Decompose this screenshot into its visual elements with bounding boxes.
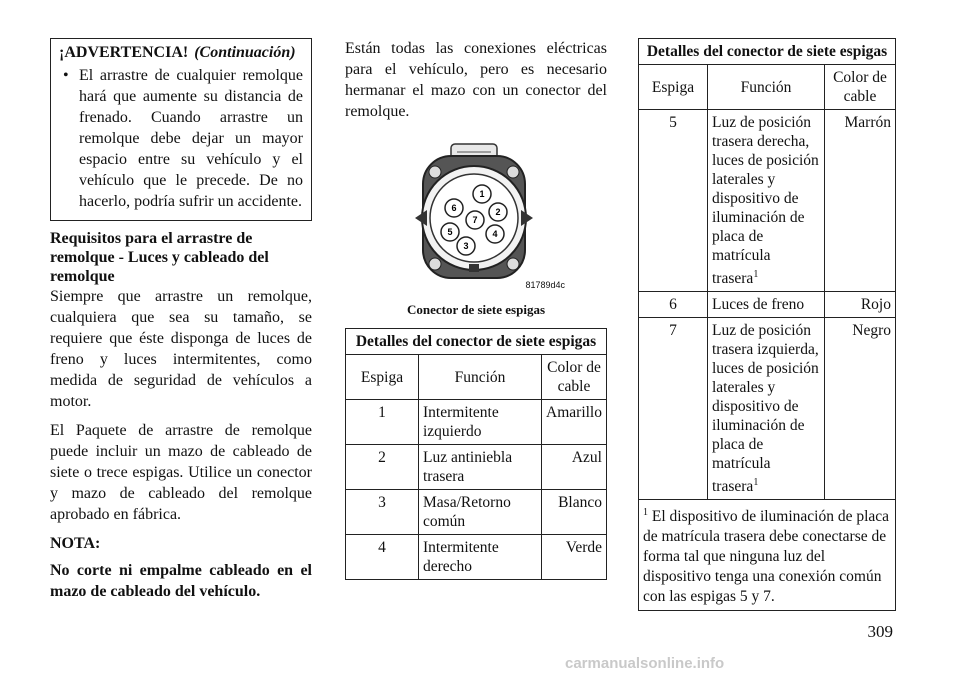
pin-number: 2 [346, 445, 419, 490]
pin-number: 5 [639, 110, 708, 292]
figure-code: 81789d4c [525, 280, 565, 290]
note-label: NOTA: [50, 535, 101, 552]
left-column [50, 38, 312, 602]
pin-label: 4 [492, 229, 498, 239]
wire-color: Amarillo [542, 400, 607, 445]
connector-figure [345, 138, 607, 298]
middle-column [345, 38, 607, 580]
page-number: 309 [867, 622, 893, 641]
warning-title: ¡ADVERTENCIA! [59, 44, 189, 61]
table-row [346, 400, 607, 445]
header-color: Color de cable [825, 65, 896, 110]
paragraph-lights: Siempre que arrastre un remolque, cualquiera que sea su tamaño, se requiere que éste disponga de luces de freno y luces intermitentes, como medida de seguridad de vehículos a motor. [50, 288, 312, 410]
table-row [346, 535, 607, 580]
pin-function-text: Luz de posición trasera izquierda, luces de posición laterales y dispositivo de iluminación de placa de matrícula trasera [712, 322, 819, 496]
footnote-mark: 1 [643, 507, 648, 519]
warning-bullet [59, 65, 303, 212]
wire-color: Marrón [825, 110, 896, 292]
figure-caption: Conector de siete espigas [406, 302, 546, 317]
pin-label: 3 [463, 241, 469, 251]
pin-label: 6 [451, 203, 457, 213]
pin-label: 5 [447, 227, 453, 237]
note-text: No corte ni empalme cableado en el mazo de cableado del vehículo. [50, 562, 312, 600]
wire-color: Blanco [542, 490, 607, 535]
table-footnote [639, 500, 896, 611]
warning-heading [59, 43, 303, 63]
header-pin: Espiga [346, 355, 419, 400]
wire-color: Rojo [825, 292, 896, 318]
pin-number: 7 [639, 318, 708, 500]
header-pin: Espiga [639, 65, 708, 110]
header-function: Función [419, 355, 542, 400]
table-row [639, 110, 896, 292]
watermark: carmanualsonline.info [565, 655, 725, 672]
pin-function-text: Luz de posición trasera derecha, luces de posición laterales y dispositivo de iluminación de placa de matrícula trasera [712, 114, 819, 288]
wire-color: Verde [542, 535, 607, 580]
table-row [346, 445, 607, 490]
right-column [638, 38, 896, 611]
pin-number: 6 [639, 292, 708, 318]
pin-function: Luces de freno [708, 292, 825, 318]
pin-number: 4 [346, 535, 419, 580]
table-row [639, 292, 896, 318]
pin-number: 1 [346, 400, 419, 445]
wire-color: Azul [542, 445, 607, 490]
pin-function [708, 318, 825, 500]
table-row [639, 318, 896, 500]
pin-label: 2 [495, 207, 501, 217]
warning-bullet-text: El arrastre de cualquier remolque hará que aumente su distancia de frenado. Cuando arrastre un remolque debe dejar un mayor espacio entre su vehículo y el vehículo que le precede. De no hacerlo, podría sufrir un accidente. [79, 67, 303, 210]
seven-pin-connector-illustration [345, 138, 607, 298]
warning-continuation: (Continuación) [194, 44, 296, 61]
table-title: Detalles del conector de siete espigas [639, 39, 896, 65]
header-function: Función [708, 65, 825, 110]
table-title: Detalles del conector de siete espigas [346, 329, 607, 355]
pin-table-part2 [638, 38, 896, 611]
pin-label: 7 [472, 215, 478, 225]
warning-box [50, 38, 312, 221]
footnote-ref: 1 [753, 477, 759, 489]
footnote-ref: 1 [753, 269, 759, 280]
header-color: Color de cable [542, 355, 607, 400]
pin-number: 3 [346, 490, 419, 535]
pin-function: Intermitente izquierdo [419, 400, 542, 445]
table-row [346, 490, 607, 535]
bullet-icon: • [63, 67, 69, 84]
pin-table-part1 [345, 328, 607, 580]
paragraph-harness: El Paquete de arrastre de remolque puede incluir un mazo de cableado de siete o trece espigas. Utilice un conector y mazo de cableado del remolque aprobado en fábrica. [50, 422, 312, 523]
pin-function [708, 110, 825, 292]
section-title: Requisitos para el arrastre de remolque - Luces y cableado del remolque [50, 230, 269, 285]
pin-function: Masa/Retorno común [419, 490, 542, 535]
intro-paragraph: Están todas las conexiones eléctricas para el vehículo, pero es necesario hermanar el mazo con un conector del remolque. [345, 40, 607, 120]
pin-function: Luz antiniebla trasera [419, 445, 542, 490]
footnote-text: El dispositivo de iluminación de placa de matrícula trasera debe conectarse de forma tal que ninguna luz del dispositivo tenga una conexión común con las espigas 5 y 7. [643, 508, 890, 606]
pin-function: Intermitente derecho [419, 535, 542, 580]
wire-color: Negro [825, 318, 896, 500]
pin-label: 1 [479, 189, 485, 199]
